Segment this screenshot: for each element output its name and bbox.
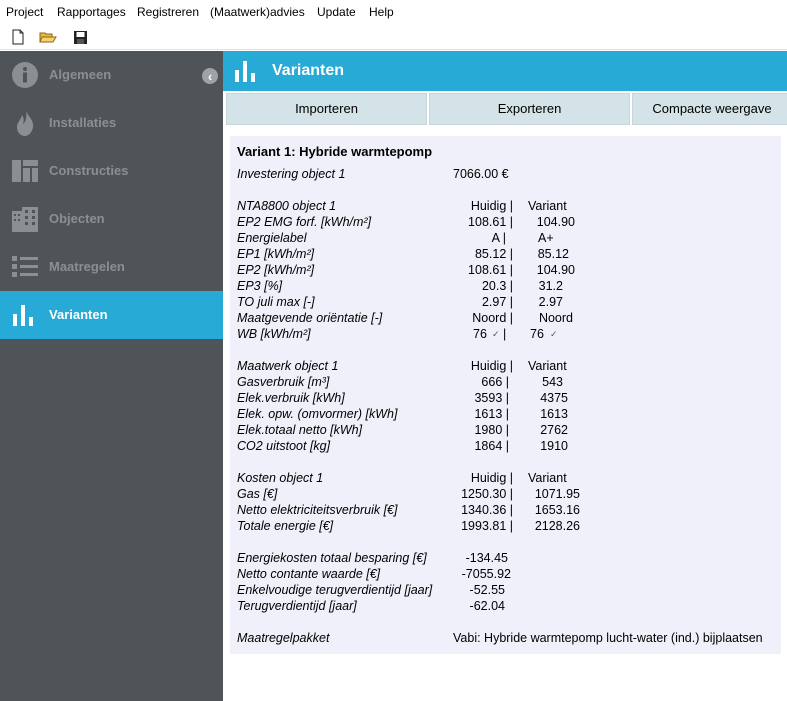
nta-row-separator: |: [503, 327, 507, 341]
toolbar: [0, 24, 787, 50]
kosten-row-variant: 2128.26: [534, 519, 580, 533]
kosten-row-current: 1993.81 |: [461, 519, 513, 533]
kosten-row-variant: 1071.95: [534, 487, 580, 501]
investment-label: Investering object 1: [237, 167, 346, 181]
maatwerk-row-variant: 1910: [540, 439, 568, 453]
dropdown-chevron-icon[interactable]: ✓: [550, 329, 558, 339]
menu-maatwerkadvies[interactable]: (Maatwerk)advies: [210, 5, 305, 19]
package-value: Vabi: Hybride warmtepomp lucht-water (ind.) bijplaatsen: [453, 631, 763, 645]
summary-value: -7055.92: [461, 567, 511, 581]
kosten-row-current: 1340.36 |: [461, 503, 513, 517]
list-icon: [10, 253, 40, 281]
sidebar-item-label: Varianten: [49, 307, 108, 322]
nta-row-variant: 2.97: [538, 295, 563, 309]
menu-rapportages[interactable]: Rapportages: [57, 5, 126, 19]
sidebar-item-algemeen[interactable]: [0, 51, 223, 99]
kosten-heading: Kosten object 1: [237, 471, 324, 485]
nta-row-label: Energielabel: [237, 231, 307, 245]
kosten-row-label: Netto elektriciteitsverbruik [€]: [237, 503, 398, 517]
kosten-row-label: Totale energie [€]: [237, 519, 334, 533]
maatwerk-col-current: Huidig |: [470, 359, 513, 373]
bar-chart-icon: [233, 59, 259, 83]
collapse-sidebar-button[interactable]: ‹: [202, 68, 218, 84]
layout-icon: [10, 157, 40, 185]
maatwerk-row-variant: 4375: [540, 391, 568, 405]
maatwerk-row-label: CO2 uitstoot [kg]: [237, 439, 331, 453]
summary-label: Energiekosten totaal besparing [€]: [237, 551, 427, 565]
nta-row-variant: 85.12: [537, 247, 569, 261]
save-disk-icon[interactable]: [70, 27, 90, 47]
summary-value: -52.55: [469, 583, 505, 597]
sidebar-item-label: Objecten: [49, 211, 105, 226]
nta-row-label: EP2 EMG forf. [kWh/m²]: [237, 215, 372, 229]
variant-title: Variant 1: Hybride warmtepomp: [237, 144, 433, 159]
summary-label: Enkelvoudige terugverdientijd [jaar]: [237, 583, 433, 597]
export-button[interactable]: Exporteren: [429, 93, 630, 125]
maatwerk-row-current: 3593 |: [474, 391, 509, 405]
nta-row-variant: Noord: [538, 311, 573, 325]
flame-icon: [10, 109, 40, 137]
investment-value: 7066.00 €: [453, 167, 509, 181]
nta-row-current: 85.12 |: [474, 247, 513, 261]
maatwerk-row-current: 666 |: [481, 375, 509, 389]
sidebar-item-label: Constructies: [49, 163, 129, 178]
kosten-row-variant: 1653.16: [534, 503, 580, 517]
maatwerk-row-variant: 543: [542, 375, 563, 389]
maatwerk-col-variant: Variant: [528, 359, 567, 373]
compact-view-button[interactable]: Compacte weergave: [632, 93, 787, 125]
summary-label: Terugverdientijd [jaar]: [237, 599, 357, 613]
nta-row-variant: 104.90: [536, 215, 575, 229]
nta-heading: NTA8800 object 1: [237, 199, 337, 213]
building-icon: [10, 205, 40, 233]
nta-row-label: TO juli max [-]: [237, 295, 315, 309]
nta-row-label: Maatgevende oriëntatie [-]: [237, 311, 383, 325]
kosten-col-current: Huidig |: [470, 471, 513, 485]
maatwerk-row-label: Elek. opw. (omvormer) [kWh]: [237, 407, 398, 421]
nta-row-current: 76: [473, 327, 487, 341]
nta-row-label: EP1 [kWh/m²]: [237, 247, 315, 261]
nta-row-current: Noord |: [472, 311, 513, 325]
sidebar-item-constructies[interactable]: [0, 147, 223, 195]
summary-value: -134.45: [465, 551, 508, 565]
kosten-row-label: Gas [€]: [237, 487, 278, 501]
maatwerk-heading: Maatwerk object 1: [237, 359, 339, 373]
nta-row-label: EP2 [kWh/m²]: [237, 263, 315, 277]
menu-bar: [0, 0, 787, 24]
kosten-row-current: 1250.30 |: [461, 487, 513, 501]
maatwerk-row-current: 1613 |: [474, 407, 509, 421]
maatwerk-row-variant: 2762: [540, 423, 568, 437]
bar-chart-icon: [10, 301, 40, 329]
sidebar-item-label: Maatregelen: [49, 259, 125, 274]
dropdown-chevron-icon[interactable]: ✓: [492, 329, 500, 339]
nta-row-label: EP3 [%]: [237, 279, 283, 293]
page-header: [223, 51, 787, 91]
sidebar-item-objecten[interactable]: [0, 195, 223, 243]
menu-project[interactable]: Project: [6, 5, 44, 19]
nta-col-variant: Variant: [528, 199, 567, 213]
nta-row-current: 108.61 |: [468, 263, 513, 277]
open-folder-icon[interactable]: [38, 27, 58, 47]
import-button[interactable]: Importeren: [226, 93, 427, 125]
maatwerk-row-label: Elek.totaal netto [kWh]: [237, 423, 363, 437]
nta-row-current: 20.3 |: [481, 279, 513, 293]
sidebar-item-varianten[interactable]: [0, 291, 223, 339]
nta-row-current: A |: [491, 231, 506, 245]
maatwerk-row-current: 1864 |: [474, 439, 509, 453]
nta-col-current: Huidig |: [470, 199, 513, 213]
sidebar-item-label: Installaties: [49, 115, 117, 130]
menu-update[interactable]: Update: [317, 5, 356, 19]
sidebar-item-maatregelen[interactable]: [0, 243, 223, 291]
new-file-icon[interactable]: [8, 27, 28, 47]
menu-registreren[interactable]: Registreren: [137, 5, 200, 19]
sidebar: [0, 51, 223, 701]
nta-row-current: 2.97 |: [481, 295, 513, 309]
menu-help[interactable]: Help: [369, 5, 394, 19]
nta-row-variant: 31.2: [538, 279, 563, 293]
maatwerk-row-current: 1980 |: [474, 423, 509, 437]
nta-row-current: 108.61 |: [468, 215, 513, 229]
package-label: Maatregelpakket: [237, 631, 330, 645]
nta-row-variant: A+: [538, 231, 554, 245]
summary-value: -62.04: [469, 599, 505, 613]
maatwerk-row-label: Gasverbruik [m³]: [237, 375, 330, 389]
page-title: Varianten: [272, 62, 345, 79]
kosten-col-variant: Variant: [528, 471, 567, 485]
maatwerk-row-label: Elek.verbruik [kWh]: [237, 391, 345, 405]
nta-row-variant: 76: [530, 327, 544, 341]
nta-row-variant: 104.90: [536, 263, 575, 277]
info-icon: [10, 61, 40, 89]
sidebar-item-installaties[interactable]: [0, 99, 223, 147]
sidebar-item-label: Algemeen: [49, 67, 112, 82]
maatwerk-row-variant: 1613: [540, 407, 568, 421]
summary-label: Netto contante waarde [€]: [237, 567, 381, 581]
nta-row-label: WB [kWh/m²]: [237, 327, 311, 341]
variant-panel: [230, 136, 781, 654]
